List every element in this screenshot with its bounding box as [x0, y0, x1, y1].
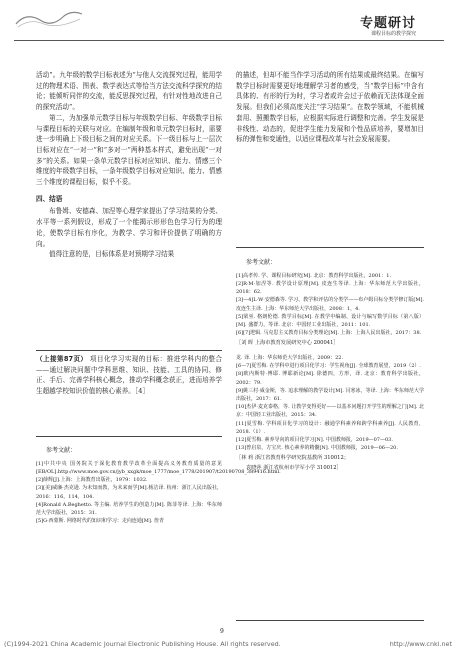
paragraph: 值得注意的是，目标体系是对预期学习结果: [49, 250, 175, 259]
footer-rule: [236, 620, 424, 621]
reference-item: [6][7]逻辑. 马克思主义教育目标分类理论[M]. 上海：上海人民出版社，2017：38.: [236, 330, 422, 337]
header-rule: [14, 40, 444, 41]
right-continued-references: [236, 354, 424, 472]
column-divider: [36, 436, 222, 437]
paragraph: 活动”。九年级的数学目标表述为“与他人交流探究过程，能用学过的物理术语、图表、数学表达式等恰当方法交流科学探究的结论；能倾听同伴的交流，能反思探究过程，有针对性地改进自己的探究活动”。: [36, 71, 222, 112]
author-line: ［刘 晖 上海市教育发展研究中心 200041］: [236, 340, 339, 347]
reference-item: [5]G·西蒙斯. 网络时代的知识和学习：走向连通[M]. 詹青: [36, 518, 165, 525]
reference-item: [12]夏雪梅. 素养导向的项目化学习[N]. 中国教师报，2019—07—03.: [236, 437, 393, 444]
reference-item: [11]夏雪梅. 学科项目化学习的设计：融通学科素养和跨学科素养[J]. 人民教育，2018.（1）.: [236, 420, 424, 435]
references-label: 参考文献：: [246, 259, 277, 266]
references-label: 参考文献：: [46, 447, 77, 454]
left-column-top: [36, 70, 222, 260]
reference-item: [1]中共中央 国务院关于深化教育教学改革全面提高义务教育质量的意见[EB/OL].http://www.moe.gov.cn/jyb_xxgk/moe_1777/moe_1778/201907/t20190708_389416.html.: [36, 460, 281, 475]
reference-item: [8]欧内斯特·博耶. 博耶新论[M]. 徐德四，方形，译. 北京：教育科学出版社，2002：79.: [236, 371, 424, 386]
author-line: 袁晓萍 浙江省杭州市学军小学 310012］: [246, 465, 342, 472]
reference-item: [10]杰伊·麦克泰格，等. 让教学变得更好——以基本问题打开学生的理解之门[M]. 北京：中国轻工业出版社，2015：34.: [236, 404, 424, 419]
continuation-note: （上接第87页）: [36, 355, 88, 363]
right-column-top: [236, 70, 424, 145]
section-title: 专题研讨: [359, 16, 416, 31]
copyright-notice: (C)1994-2021 China Academic Journal Electronic Publishing House. All rights reserved.: [4, 640, 281, 648]
reference-item: [2]薛辉[J].上海：上海教育出版社，1979：1032.: [36, 477, 148, 484]
reference-item: [4]Ronald A.Beghetto. 等主编. 培养学生的创造力[M]. 陈菲等译. 上海：华东师范大学出版社，2015：31.: [36, 501, 222, 516]
paragraph: 第二，为加强单元数学目标与年级数学目标、年级数学目标与课程目标的关联与对应。在编制年级和单元数学目标时，需要进一步明确上下级目标之间的对应关系。下一级目标与上一层次目标对应在“一对一”和“多对一”两种基本样式，避免出现“一对多”的关系。如果一条单元数学目标对应知识、能力、情感三个维度的年级数学目标，一条年级数学目标对应知识、能力、情感三个维度的课程目标，似乎不妥。: [36, 113, 222, 187]
left-references: [36, 438, 281, 525]
reference-item: [1]高孝传. 学、课程目标研究[M]. 北京：教育科学出版社，2001：1.: [236, 272, 391, 279]
paragraph: [36, 354, 222, 397]
journal-logo-icon: [14, 10, 84, 30]
paragraph-text: 项目化学习实现的目标：推进学科内的整合——通过解决问题中学科思维、知识、技能、工具的协同、修正、手后、完善学科核心概念，推动学科概念获正，进而培养学生超越学校知识价值的核心素养。［4］: [36, 355, 222, 396]
page-number: 9: [220, 628, 224, 635]
paragraph: 的描述，但却不能当作学习活动的所有结果或最终结果。在编写数学目标时需要更好地理解学习者的感受，当“数学目标”中含有具体的、有形的行为时，学习者或许会过于依赖而无法体现全面发展。但我们必须高度关注“学习结果”。在数学领域，不能机械套用、照搬数学目标，应根据实际进行调整和完善。学生发展是非线性、动态的，促进学生能力发展和个性品质培养，要增加目标的弹性和变通性，以适应课程改革与社会发展需要。: [236, 71, 424, 144]
reference-item: [2]R·M·加涅等. 教学设计原理[M]. 皮连生等译. 上海：华东师范大学出版社，2018：62.: [236, 280, 424, 296]
column-divider: [236, 247, 424, 248]
section-subtitle: 课程目标的教学探究: [370, 31, 416, 37]
source-url[interactable]: http://www.cnki.net: [389, 640, 452, 648]
left-column-bottom: [36, 354, 222, 397]
paragraph: 布鲁姆、安德森、加涅等心理学家提出了学习结果的分类、水平等一系列假设，形成了一个能揭示形形色色学习行为的理论，使数学目标有序化，为教学、学习和评价提供了明确的方向。: [36, 207, 222, 248]
reference-item: [6—7]夏雪梅. 在学科中进行项目化学习：学生视角[J]. 全球教育展望，2019（2）.: [236, 363, 422, 370]
reference-item: [3][美]威廉·杰克逊. 为未知而教，为未来而学[M].杨洁译. 杭州：浙江人民出版社，2016：116，114，104.: [36, 485, 222, 500]
reference-item: 龙. 译. 上海：华东师范大学出版社，2009：22.: [236, 355, 344, 361]
right-references: [236, 250, 424, 347]
section-heading: 四、结语: [36, 194, 63, 203]
reference-item: [3]—4]L·W·安德森等. 学习、教学和评估的分类学——布卢姆目标分类学修订版[M]. 皮连生主译. 上海：华东师范大学出版社，2008：1，4.: [236, 297, 424, 312]
reference-item: [13]曾启泉，方宝庆. 核心素养的精髓[N]. 中国教师报，2019—06—20.: [236, 445, 398, 452]
column-divider: [36, 350, 222, 351]
reference-item: [9]姚三村·威金斯，等. 追求理解的教学设计[M]. 闫寒冰，等译. 上海：华东师范大学出版社，2017：61.: [236, 387, 424, 403]
author-line: ［林 莉 浙江省教育科学研究院基教所 310012；: [236, 455, 349, 462]
reference-item: [5]梁巫. 格朗伦德. 教学目标[M]. 在教学中编制、设计与编写数学目标（第八版）[M]. 盛群力，等译. 北京：中国轻工业出版社，2011：101.: [236, 313, 424, 328]
